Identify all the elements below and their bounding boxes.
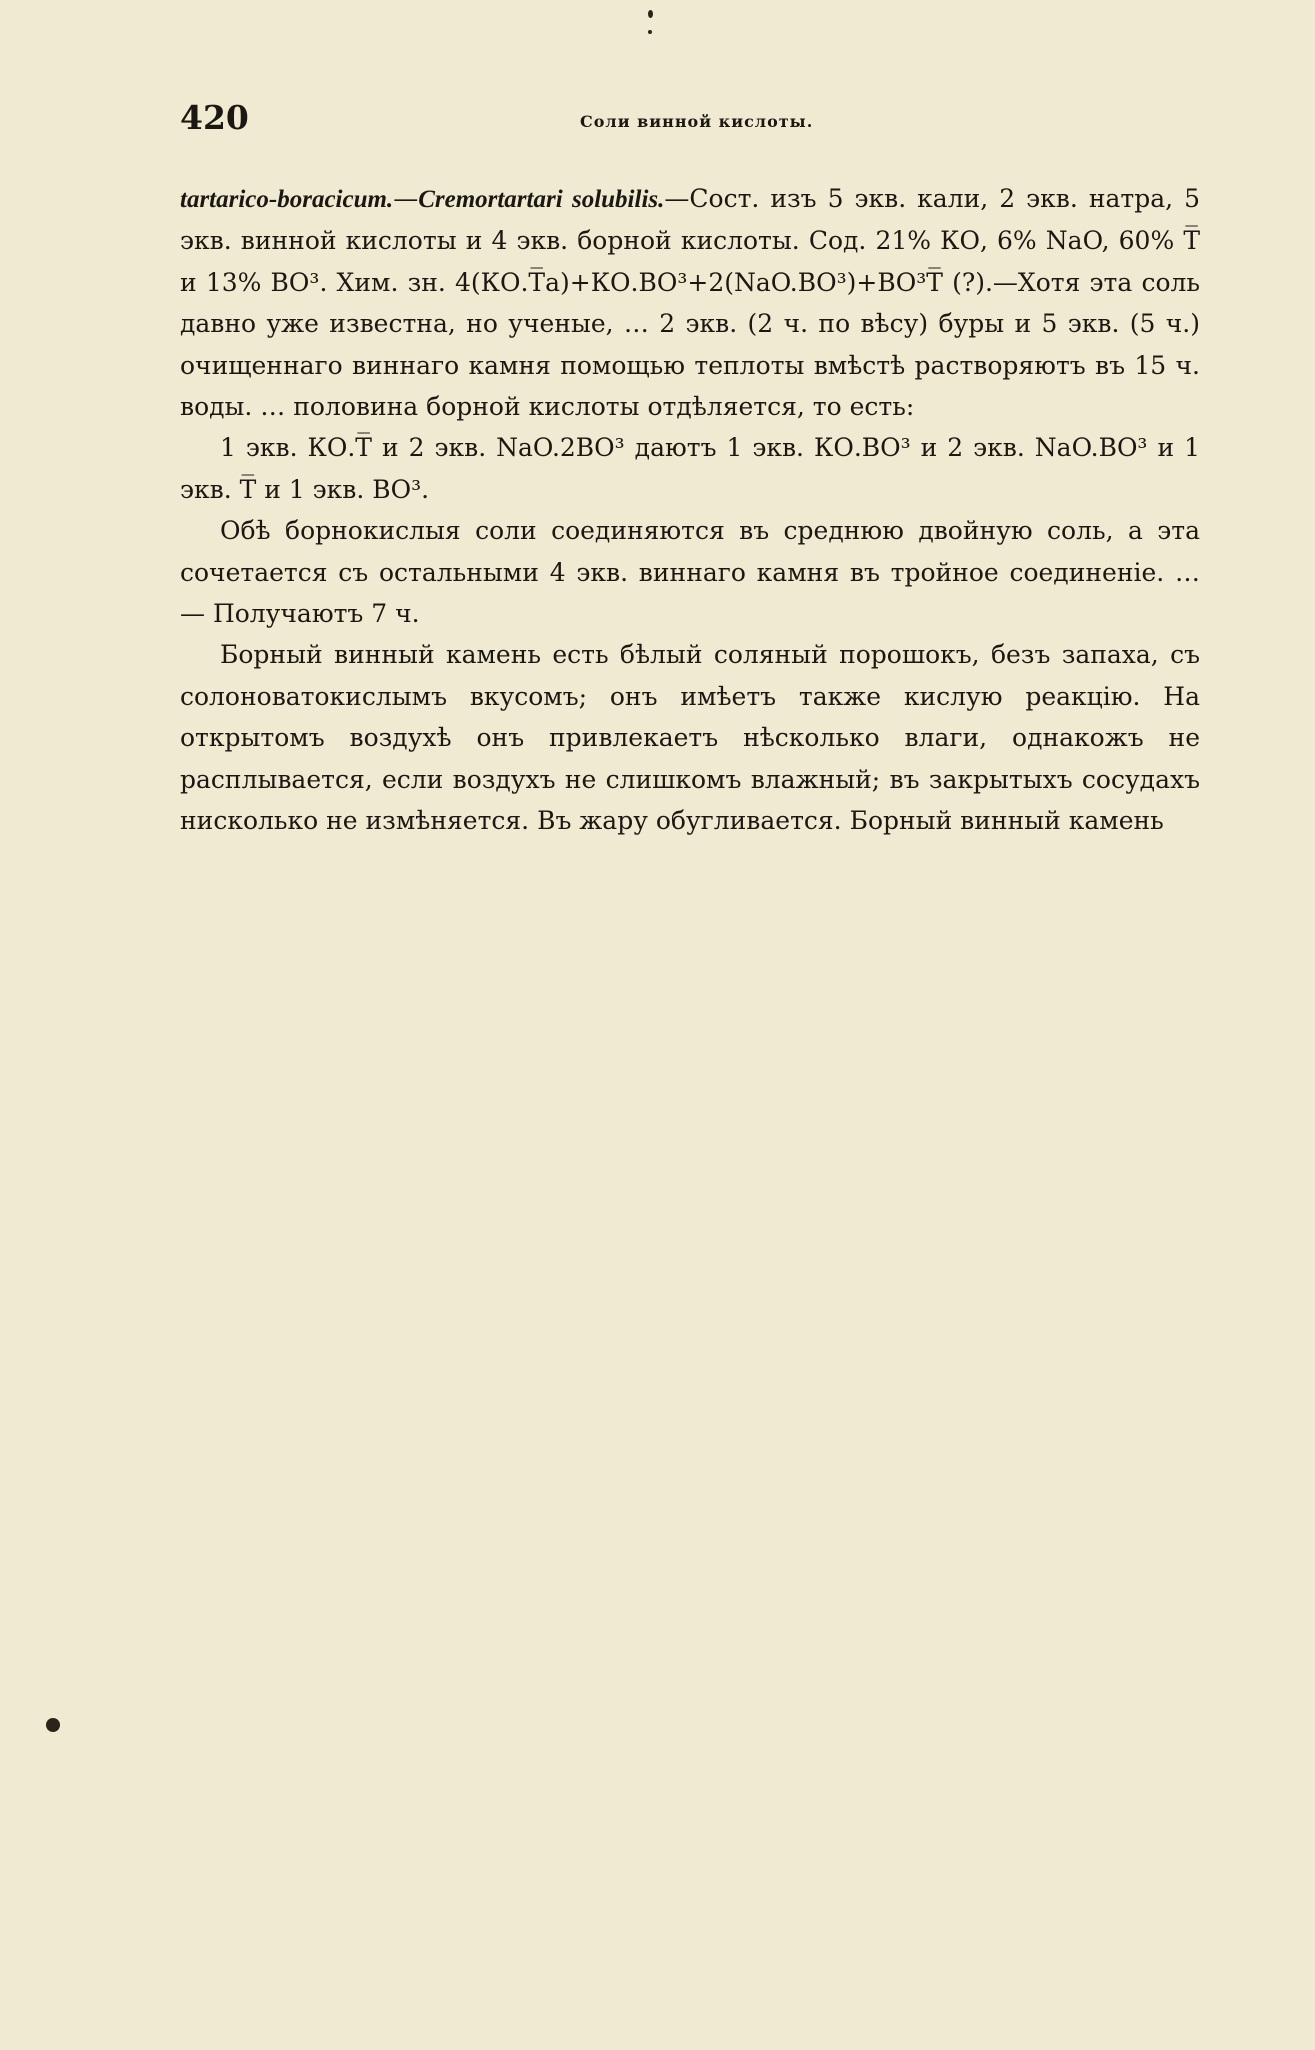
body-text: [180, 178, 1200, 842]
reaction-formula: 1 экв. КО.T̅ и 2 экв. NaO.2ВО³ даютъ 1 экв. КО.ВО³ и 2 экв. NaO.ВО³ и 1 экв. T̅ и 1 экв. ВО³.: [180, 433, 1200, 504]
ink-speck: [648, 10, 653, 18]
running-head: Соли винной кислоты.: [580, 112, 814, 131]
ink-speck: [648, 30, 652, 34]
paragraph-1-text: —Сост. изъ 5 экв. кали, 2 экв. натра, 5 экв. винной кислоты и 4 экв. борной кислоты. Сод. 21% КО, 6% NaO, 60% T̅ и 13% ВО³. Хим. зн. 4(КО.T̅a)+КО.ВО³+2(NaO.ВО³)+ВО³T̅ (?).—Хотя эта соль давно уже известна, но ученые, … 2 экв. (2 ч. по вѣсу) буры и 5 экв. (5 ч.) очищеннаго виннаго камня помощью теплоты вмѣстѣ растворяютъ въ 15 ч. воды. … половина борной кислоты отдѣляется, то есть:: [180, 184, 1200, 422]
paragraph-3: Борный винный камень есть бѣлый соляный порошокъ, безъ запаха, съ солоноватокислымъ вкусомъ; онъ имѣетъ также кислую реакцію. На открытомъ воздухѣ онъ привлекаетъ нѣсколько влаги, однакожъ не расплывается, если воздухъ не слишкомъ влажный; въ закрытыхъ сосудахъ нисколько не измѣняется. Въ жару обугливается. Борный винный камень: [180, 640, 1200, 836]
latin-synonym: Cremortartari solubilis.: [418, 186, 665, 213]
dash: —: [393, 184, 419, 213]
page-number: 420: [180, 98, 249, 137]
ink-speck: [46, 1718, 60, 1732]
paragraph-1: [180, 178, 1200, 427]
paragraph-2: Обѣ борнокислыя соли соединяются въ среднюю двойную соль, а эта сочетается съ остальными 4 экв. виннаго камня въ тройное соединеніе. … — Получаютъ 7 ч.: [180, 516, 1200, 629]
page-header: [180, 98, 1170, 158]
latin-name: tartarico-boracicum.: [180, 186, 394, 213]
